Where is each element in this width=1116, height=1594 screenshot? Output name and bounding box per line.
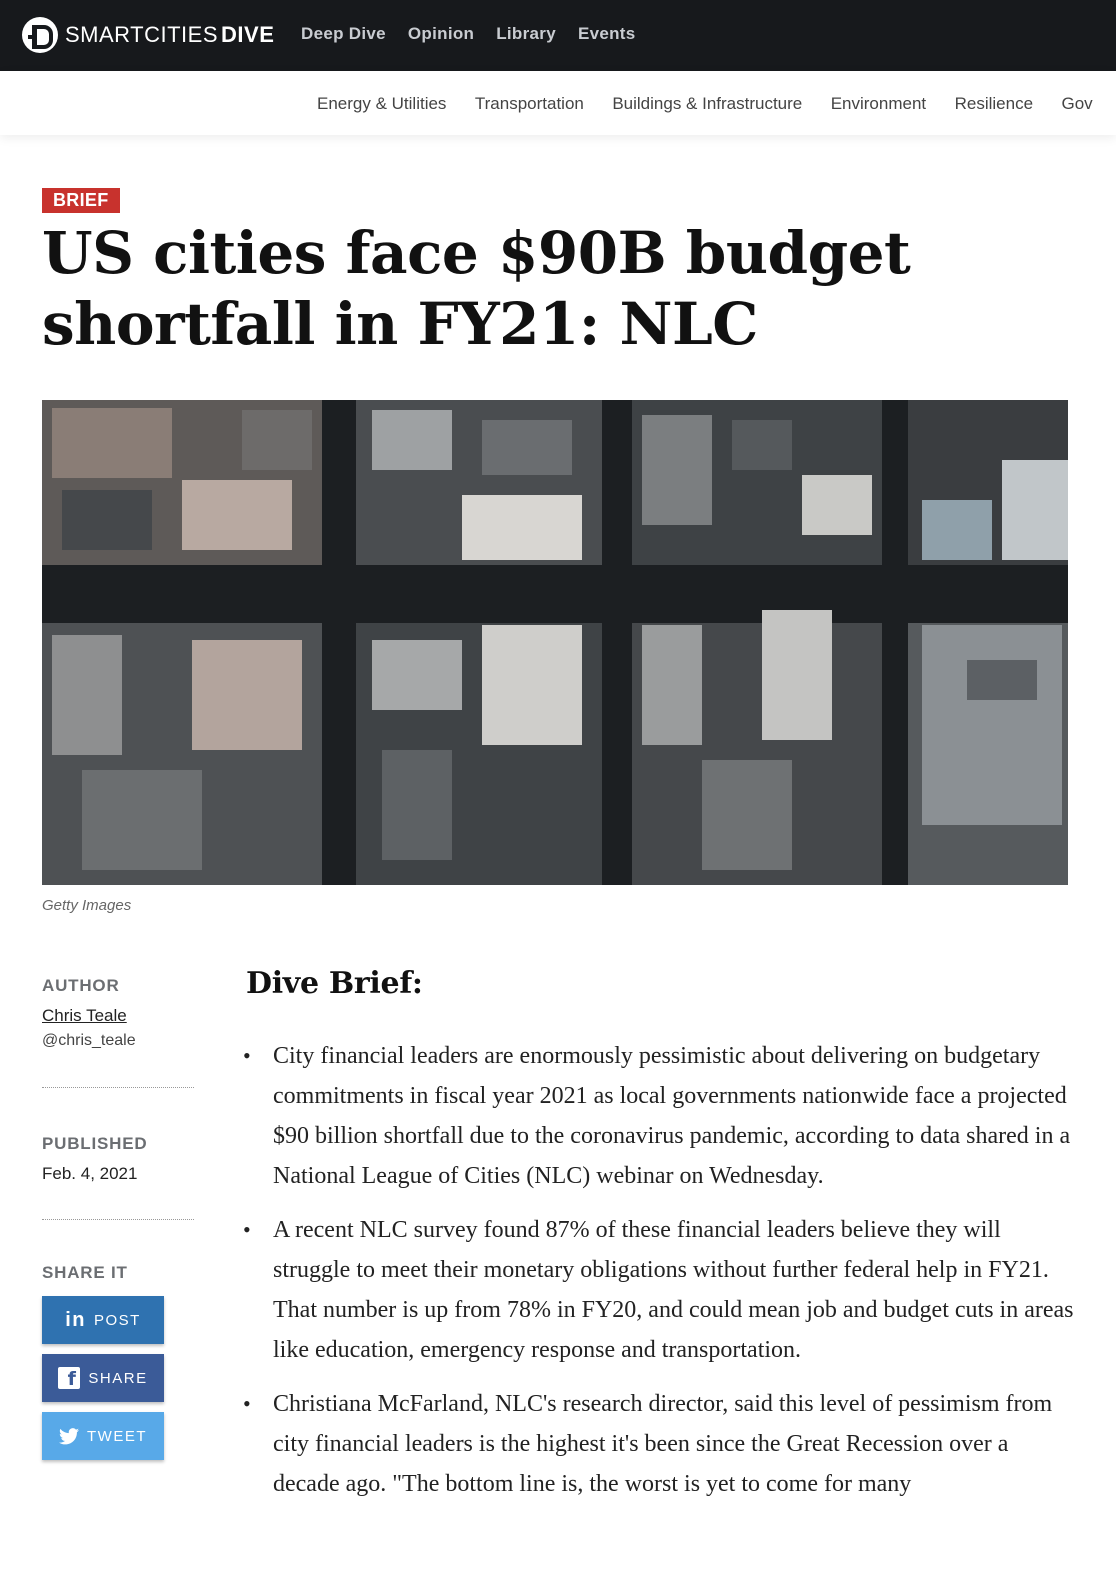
brand-name-bold: DIVE: [221, 22, 275, 47]
site-logo[interactable]: [22, 16, 274, 54]
facebook-share-button[interactable]: [42, 1354, 164, 1402]
topic-energy-utilities[interactable]: Energy & Utilities: [317, 94, 447, 113]
topic-resilience[interactable]: Resilience: [954, 94, 1034, 113]
list-item: • City financial leaders are enormously pessimistic about delivering on budgetary commitments in fiscal year 2021 as local governments nationwide face a projected $90 billion shortfall due to the coronavirus pandemic, according to data shared in a National League of Cities (NLC) webinar on Wednesday.: [246, 1036, 1076, 1196]
article-type-badge: BRIEF: [42, 188, 120, 213]
nav-events[interactable]: Events: [577, 24, 636, 43]
facebook-icon: f: [58, 1367, 80, 1389]
brief-bullet-list: [246, 1036, 1076, 1518]
nav-library[interactable]: Library: [496, 24, 556, 43]
linkedin-share-button[interactable]: [42, 1296, 164, 1344]
author-handle: @chris_teale: [42, 1032, 136, 1049]
published-label: PUBLISHED: [42, 1134, 148, 1153]
twitter-share-button[interactable]: [42, 1412, 164, 1460]
linkedin-button-label: POST: [93, 1311, 141, 1329]
hero-image: [42, 400, 1068, 885]
published-date: Feb. 4, 2021: [42, 1164, 138, 1183]
list-item: • Christiana McFarland, NLC's research director, said this level of pessimism from city financial leaders is the highest it's been since the Great Recession over a decade ago. "The bottom line is, the worst is yet to come for many: [246, 1384, 1076, 1504]
topic-nav: [0, 71, 1116, 135]
topic-transportation[interactable]: Transportation: [474, 94, 584, 113]
brand-name: [65, 22, 274, 48]
share-label: SHARE IT: [42, 1263, 128, 1282]
linkedin-icon: in: [65, 1308, 86, 1331]
brand-logo-icon: [22, 17, 58, 53]
author-name-link[interactable]: Chris Teale: [42, 1006, 127, 1025]
topic-government[interactable]: Gov: [1061, 94, 1093, 113]
nav-deep-dive[interactable]: Deep Dive: [301, 24, 386, 43]
topic-environment[interactable]: Environment: [830, 94, 927, 113]
primary-nav: [301, 24, 658, 44]
author-label: AUTHOR: [42, 976, 120, 995]
brand-name-light: SMARTCITIES: [65, 22, 219, 47]
image-caption: Getty Images: [42, 897, 132, 914]
twitter-icon: [59, 1428, 79, 1445]
sidebar-divider: [42, 1087, 194, 1088]
nav-opinion[interactable]: Opinion: [407, 24, 475, 43]
section-title: Dive Brief:: [246, 966, 423, 1001]
top-bar: [0, 0, 1116, 71]
topic-buildings-infrastructure[interactable]: Buildings & Infrastructure: [612, 94, 803, 113]
sidebar-divider: [42, 1219, 194, 1220]
facebook-button-label: SHARE: [88, 1369, 148, 1387]
article-headline: US cities face $90B budget shortfall in FY21: NLC: [42, 219, 911, 358]
aerial-city-image: [42, 400, 1068, 885]
list-item: • A recent NLC survey found 87% of these financial leaders believe they will struggle to meet their monetary obligations without further federal help in FY21. That number is up from 78% in FY20, and could mean job and budget cuts in areas like education, emergency response and transportation.: [246, 1210, 1076, 1370]
twitter-button-label: TWEET: [87, 1427, 147, 1445]
